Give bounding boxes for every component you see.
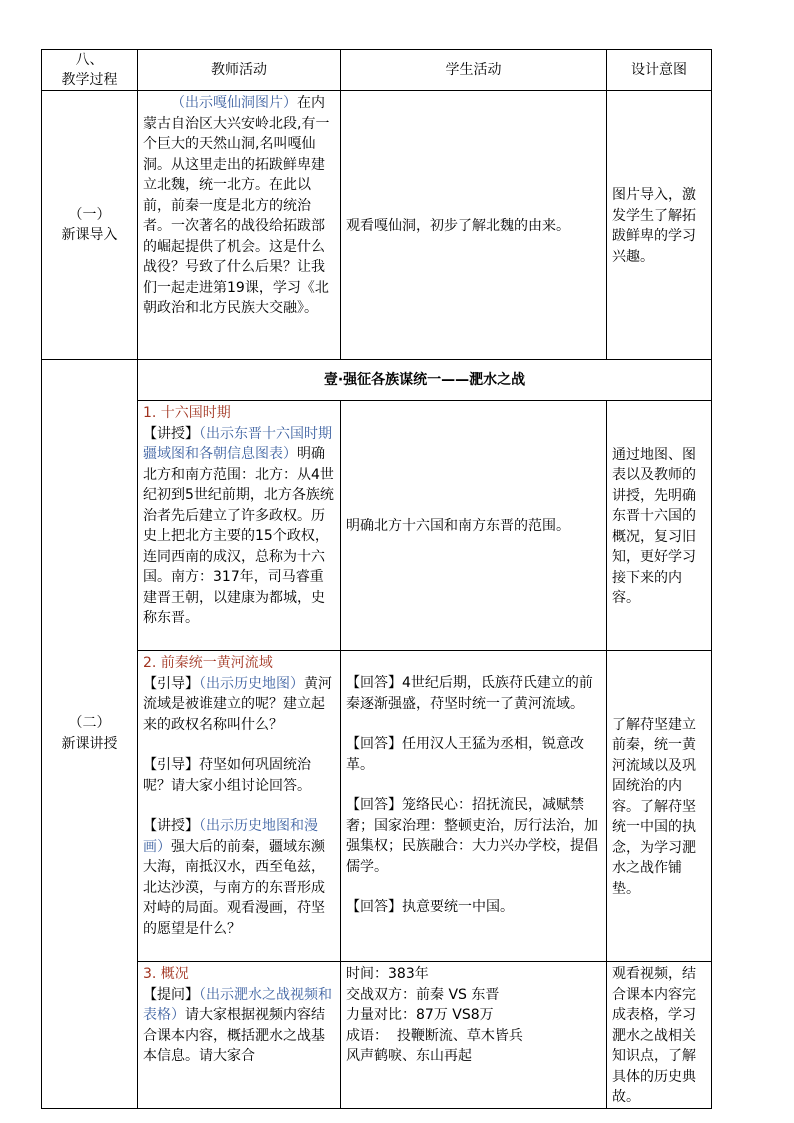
sub1-tag: 【讲授】 xyxy=(143,425,199,442)
sub2-t2-text: 苻坚如何巩固统治呢？请大家小组讨论回答。 xyxy=(143,757,311,794)
sub2-t3 xyxy=(143,816,336,939)
section1-teacher-blue: （出示嘎仙洞图片） xyxy=(171,95,297,111)
sub2-t3-blue: （出示历史地图和漫画） xyxy=(143,818,318,855)
sub1-intent: 通过地图、图表以及教师的讲授，先明确东晋十六国的概况，复习旧知，更好学习接下来的内容。 xyxy=(607,401,712,651)
section1-student: 观看嘎仙洞，初步了解北魏的由来。 xyxy=(341,91,607,360)
section2-banner-row xyxy=(42,360,712,401)
section1-teacher xyxy=(138,91,341,360)
sub3-s-line1: 时间：383年 xyxy=(346,966,429,982)
sub3-student xyxy=(341,962,607,1109)
sub2-s1-tag: 【回答】 xyxy=(346,675,402,691)
header-teacher: 教师活动 xyxy=(138,50,341,91)
sub2-s3-text: 笼络民心：招抚流民，减赋禁奢；国家治理：整顿吏治，厉行法治，加强集权；民族融合：大力兴办学校，提倡儒学。 xyxy=(346,797,598,875)
section1-teacher-text: 在内蒙古自治区大兴安岭北段,有一个巨大的天然山洞,名叫嘎仙洞。从这里走出的拓跋鲜卑建立北魏，统一北方。在此以前，前秦一度是北方的统治者。一次著名的战役给拓跋部的崛起提供了机会。这是什么战役？号致了什么后果？让我们一起走进第19课，学习《北朝政治和北方民族大交融》。 xyxy=(143,95,330,316)
sub3-s-line4: 成语： 投鞭断流、草木皆兵 xyxy=(346,1027,523,1044)
header-student: 学生活动 xyxy=(341,50,607,91)
section2-banner: 壹·强征各族谋统一——淝水之战 xyxy=(138,360,712,401)
sub2-t1 xyxy=(143,674,336,736)
sub2-s1-text: 4世纪后期，氐族苻氏建立的前秦逐渐强盛，苻坚时统一了黄河流域。 xyxy=(346,675,593,712)
sub2-t3-tag: 【讲授】 xyxy=(143,818,199,834)
sub1-student: 明确北方十六国和南方东晋的范围。 xyxy=(341,401,607,651)
sub2-t1-blue: （出示历史地图） xyxy=(199,675,304,692)
sub3-title: 3. 概况 xyxy=(143,966,189,982)
sub2-row xyxy=(42,651,712,962)
sub2-t1-tag: 【引导】 xyxy=(143,675,199,692)
lesson-table xyxy=(41,49,712,1109)
sub3-blue: （出示淝水之战视频和表格） xyxy=(143,986,332,1023)
sub2-t2-tag: 【引导】 xyxy=(143,757,199,773)
sub1-text: 明确北方和南方范围：北方：从4世纪初到5世纪前期，北方各族统治者先后建立了许多政权。历史上把北方主要的15个政权，连同西南的成汉，总称为十六国。南方：317年，司马睿重建晋王朝，以建康为都城，史称东晋。 xyxy=(143,446,334,626)
sub3-teacher xyxy=(138,962,341,1109)
header-intent: 设计意图 xyxy=(607,50,712,91)
section1-label xyxy=(42,91,138,360)
section1-row xyxy=(42,91,712,360)
sub2-t1-text: 黄河流域是被谁建立的呢？建立起来的政权名称叫什么？ xyxy=(143,675,332,733)
sub2-title: 2. 前秦统一黄河流域 xyxy=(143,655,273,671)
sub2-s2 xyxy=(346,734,602,775)
sub1-row xyxy=(42,401,712,651)
header-stage xyxy=(42,50,138,91)
sub3-text: 请大家根据视频内容结合课本内容，概括淝水之战基本信息。请大家合 xyxy=(143,1007,325,1064)
sub3-s-line2: 交战双方：前秦 VS 东晋 xyxy=(346,986,500,1003)
sub1-title: 1. 十六国时期 xyxy=(143,405,231,421)
sub2-s2-text: 任用汉人王猛为丞相，锐意改革。 xyxy=(346,736,584,773)
section2-label xyxy=(42,360,138,1109)
sub1-blue: （出示东晋十六国时期疆域图和各朝信息图表） xyxy=(143,425,332,462)
sub3-row xyxy=(42,962,712,1109)
section1-label-num: （一） xyxy=(68,206,111,223)
sub2-s4-tag: 【回答】 xyxy=(346,899,402,915)
sub2-s2-tag: 【回答】 xyxy=(346,736,402,752)
header-stage-label: 教学过程 xyxy=(61,72,118,88)
sub2-s1 xyxy=(346,673,602,714)
sub3-s-line5: 风声鹤唳、东山再起 xyxy=(346,1048,472,1064)
header-row xyxy=(42,50,712,91)
sub2-s3 xyxy=(346,795,602,877)
header-stage-num: 八、 xyxy=(75,52,104,68)
sub2-s4-text: 执意要统一中国。 xyxy=(402,899,514,915)
sub3-tag: 【提问】 xyxy=(143,986,199,1003)
sub2-t2 xyxy=(143,755,336,796)
section2-label-num: （二） xyxy=(68,715,111,732)
sub3-intent: 观看视频，结合课本内容完成表格，学习淝水之战相关知识点，了解具体的历史典故。 xyxy=(607,962,712,1109)
section1-intent: 图片导入，激发学生了解拓跋鲜卑的学习兴趣。 xyxy=(607,91,712,360)
section1-label-text: 新课导入 xyxy=(61,227,118,243)
sub2-s3-tag: 【回答】 xyxy=(346,797,402,813)
sub1-teacher xyxy=(138,401,341,651)
section2-label-text: 新课讲授 xyxy=(61,735,118,752)
sub2-s4 xyxy=(346,897,602,918)
sub2-intent: 了解苻坚建立前秦，统一黄河流域以及巩固统治的内容。了解苻坚统一中国的执念，为学习淝水之战作铺垫。 xyxy=(607,651,712,962)
sub3-s-line3: 力量对比：87万 VS8万 xyxy=(346,1007,494,1023)
sub2-teacher xyxy=(138,651,341,962)
sub2-student xyxy=(341,651,607,962)
sub2-t3-text: 强大后的前秦，疆域东濒大海，南抵汉水，西至龟兹，北达沙漠，与南方的东晋形成对峙的局面。观看漫画，苻坚的愿望是什么？ xyxy=(143,838,325,937)
